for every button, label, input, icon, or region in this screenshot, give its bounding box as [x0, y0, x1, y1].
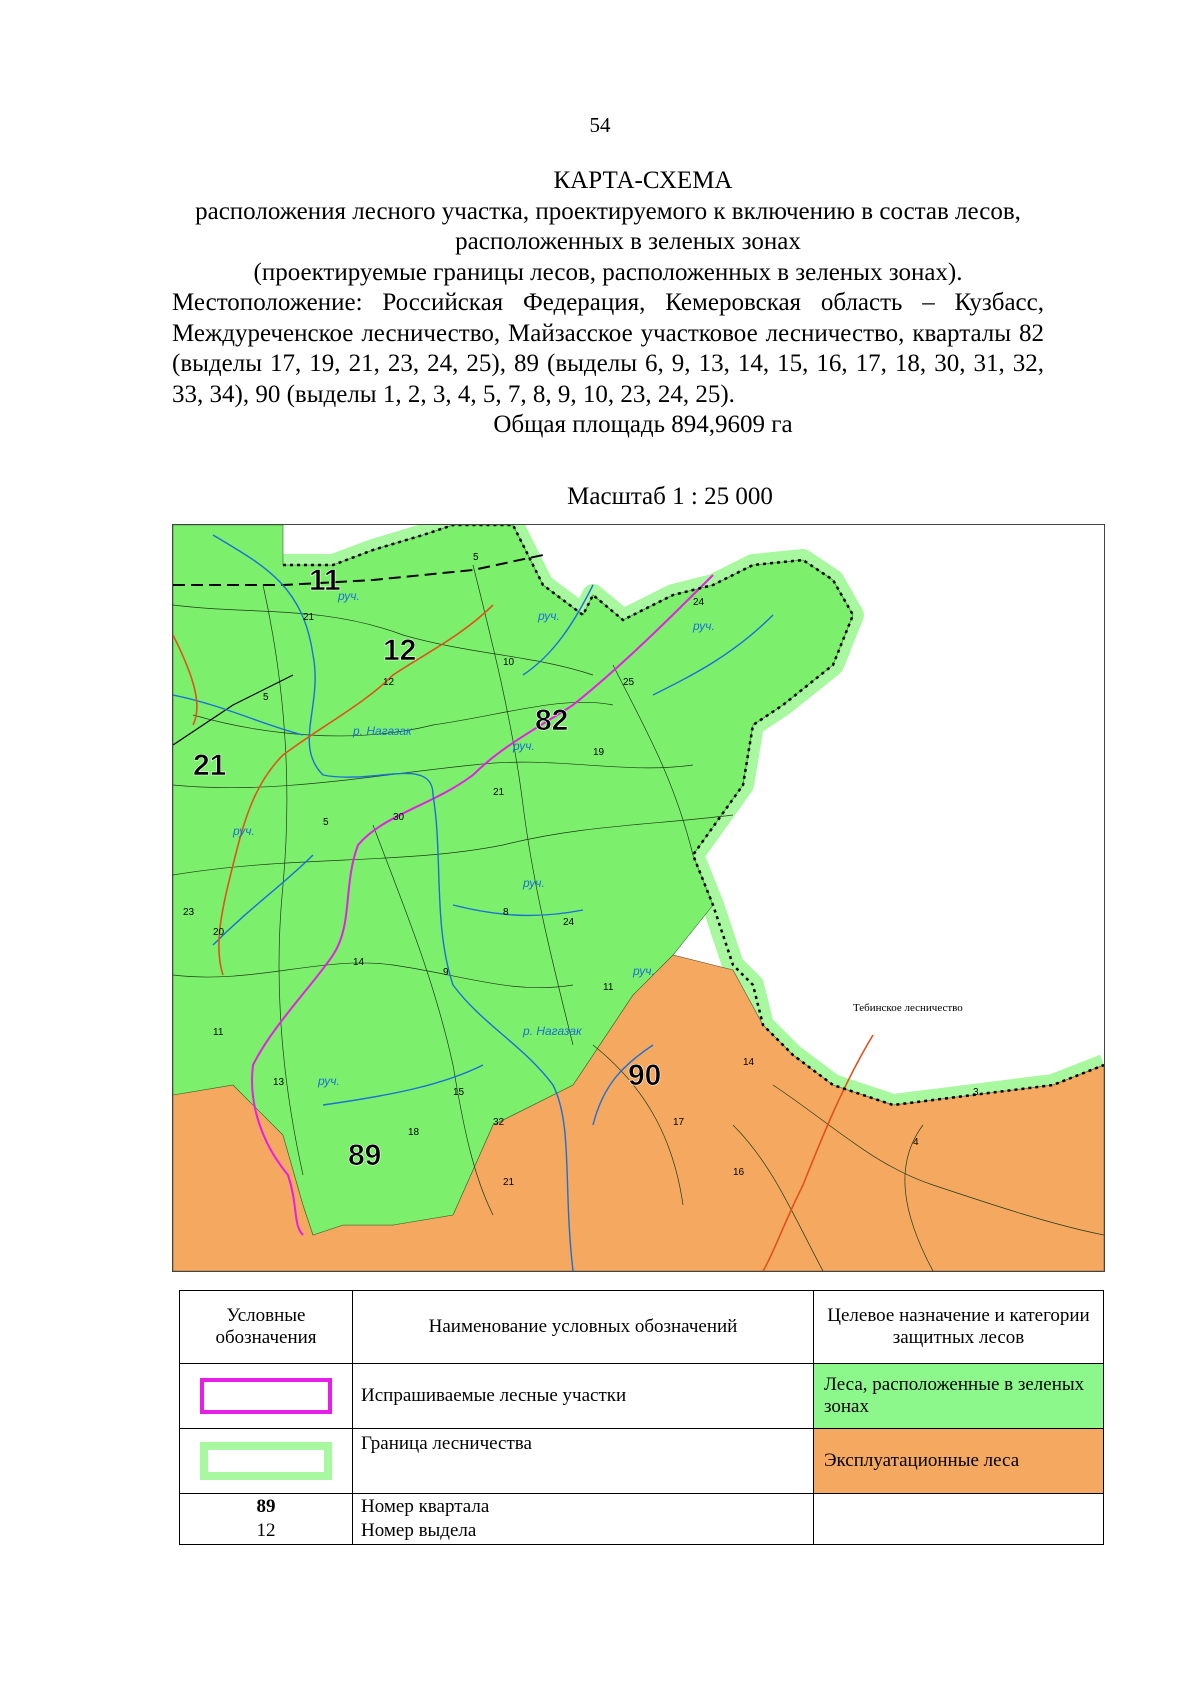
section-label: 19 — [593, 747, 605, 758]
quarter-number: 90 — [628, 1059, 662, 1092]
legend-symbol-forestry-border — [180, 1429, 353, 1494]
legend-symbol-numbers — [180, 1494, 353, 1545]
stream-label: руч. — [338, 589, 360, 603]
section-number-example: 12 — [256, 1520, 276, 1541]
section-label: 21 — [503, 1177, 515, 1188]
section-label: 25 — [623, 677, 635, 688]
total-area: Общая площадь 894,9609 га — [493, 411, 793, 438]
section-label: 12 — [383, 677, 395, 688]
page-number: 54 — [589, 113, 611, 137]
legend-header-purpose: Целевое назначение и категории защитных лесов — [814, 1291, 1104, 1364]
section-label: 4 — [913, 1137, 919, 1148]
section-label: 23 — [183, 907, 195, 918]
requested-plot-swatch — [200, 1378, 332, 1414]
quarter-number: 21 — [193, 749, 227, 782]
section-label: 30 — [393, 812, 405, 823]
map-scale: Масштаб 1 : 25 000 — [567, 483, 773, 510]
document-header — [172, 166, 1044, 441]
stream-label: руч. — [318, 1074, 340, 1088]
stream-label: руч. — [538, 609, 560, 623]
legend-header-symbols: Условные обозначения — [180, 1291, 353, 1364]
location-line: (выделы 17, 19, 21, 23, 24, 25), 89 (выделы 6, 9, 13, 14, 15, 16, 17, 18, 30, 31, 32, — [172, 350, 1044, 377]
section-label: 20 — [213, 927, 225, 938]
quarter-number: 89 — [348, 1139, 382, 1172]
section-label: 5 — [473, 552, 479, 563]
section-label: 9 — [443, 967, 449, 978]
legend-name-numbers — [353, 1494, 814, 1545]
section-label: 24 — [693, 597, 705, 608]
section-label: 14 — [743, 1057, 755, 1068]
river-label: р. Нагазак — [353, 724, 412, 738]
legend-symbol-requested-plot — [180, 1364, 353, 1429]
stream-label: руч. — [633, 964, 655, 978]
section-label: 17 — [673, 1117, 685, 1128]
legend-name-forestry-border: Граница лесничества — [353, 1429, 814, 1494]
section-label: 11 — [603, 982, 614, 993]
location-line: Местоположение: Российская Федерация, Кемеровская область – Кузбасс, — [172, 289, 1044, 316]
stream-label: руч. — [513, 739, 535, 753]
section-label: 15 — [453, 1087, 465, 1098]
forestry-border-swatch — [200, 1442, 332, 1480]
location-line: 33, 34), 90 (выделы 1, 2, 3, 4, 5, 7, 8, 9, 10, 23, 24, 25). — [172, 380, 735, 408]
legend-empty-cell — [814, 1494, 1104, 1545]
section-label: 13 — [273, 1077, 285, 1088]
legend-category-exploitation: Эксплуатационные леса — [814, 1429, 1104, 1494]
legend-category-green-zone: Леса, расположенные в зеленых зонах — [814, 1364, 1104, 1429]
legend-name-requested-plot: Испрашиваемые лесные участки — [353, 1364, 814, 1429]
subtitle-line: расположения лесного участка, проектируемого к включению в состав лесов, — [195, 197, 1021, 225]
section-label: 10 — [503, 657, 515, 668]
section-label: 11 — [213, 1027, 224, 1038]
document-title: КАРТА-СХЕМА — [553, 167, 733, 194]
legend-table — [179, 1290, 1104, 1545]
section-label: 21 — [493, 787, 505, 798]
quarter-number: 11 — [309, 564, 341, 597]
section-label: 32 — [493, 1117, 505, 1128]
quarter-number: 12 — [383, 634, 417, 667]
subtitle-line: (проектируемые границы лесов, расположенных в зеленых зонах). — [253, 258, 963, 286]
section-label: 5 — [263, 692, 269, 703]
quarter-number-label: Номер квартала — [361, 1496, 490, 1517]
section-label: 3 — [973, 1087, 979, 1098]
stream-label: руч. — [523, 876, 545, 890]
stream-label: руч. — [233, 824, 255, 838]
section-number-label: Номер выдела — [361, 1520, 477, 1541]
section-label: 16 — [733, 1167, 745, 1178]
forest-map — [172, 524, 1105, 1272]
section-label: 18 — [408, 1127, 420, 1138]
section-label: 5 — [323, 817, 329, 828]
subtitle-line: расположенных в зеленых зонах — [455, 228, 801, 255]
quarter-number-example: 89 — [256, 1496, 276, 1517]
section-label: 24 — [563, 917, 575, 928]
section-label: 14 — [353, 957, 365, 968]
legend-header-names: Наименование условных обозначений — [353, 1291, 814, 1364]
location-line: Междуреченское лесничество, Майзасское участковое лесничество, кварталы 82 — [172, 319, 1044, 347]
stream-label: руч. — [693, 619, 715, 633]
quarter-number: 82 — [535, 704, 569, 737]
neighbor-forestry-label: Тебинское лесничество — [853, 1002, 963, 1014]
section-label: 8 — [503, 907, 509, 918]
river-label: р. Нагазак — [523, 1024, 582, 1038]
map-canvas — [173, 525, 1104, 1271]
section-label: 21 — [303, 612, 315, 623]
